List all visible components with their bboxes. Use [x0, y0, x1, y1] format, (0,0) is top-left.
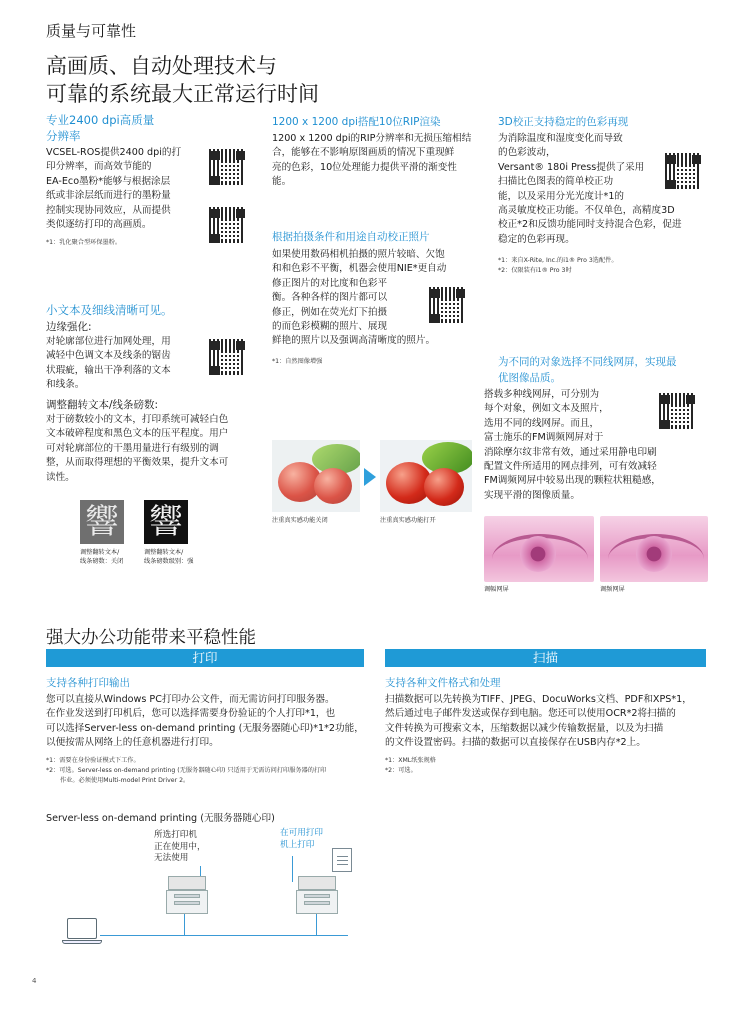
caption-am-screen: 调幅网屏	[484, 586, 509, 593]
printer-icon-busy	[162, 870, 212, 918]
photo-am-screen	[484, 516, 594, 582]
document-icon	[332, 848, 352, 872]
caption-realism-on: 注重真实感功能打开	[380, 517, 436, 524]
page-number: 4	[32, 977, 37, 985]
hero-line-2: 可靠的系统最大正常运行时间	[46, 82, 319, 106]
network-line	[100, 935, 348, 936]
hero-line-1: 高画质、自动处理技术与	[46, 54, 277, 78]
photo-realism-on	[380, 440, 472, 512]
photo-fm-screen	[600, 516, 708, 582]
iris-shape	[520, 536, 556, 572]
col3-heading-2: 为不同的对象选择不同线网屏，实现最 优图像品质。	[498, 356, 677, 384]
col1-paragraph-1: VCSEL-ROS提供2400 dpi的打 印分辨率，而高效节能的 EA-Eco墨粉*能够与根据涂层 纸或非涂层纸而进行的墨粉量 控制实现协同效应，从而提供 类似逐纺打印的高画质。	[46, 147, 182, 231]
diagram-label-free: 在可用打印 机上打印	[280, 828, 323, 850]
tomato-shape	[314, 468, 352, 504]
qr-code	[428, 286, 466, 324]
scan-bar: 扫描	[385, 649, 706, 667]
sample-char-off: 響	[80, 500, 124, 544]
col2-paragraph-2: 如果使用数码相机拍摄的照片较暗、欠饱 和和色彩不平衡，机器会使用NIE*更自动 修正图片的对比度和色彩平 衡。各种各样的图片都可以 修正，例如在荧光灯下拍摄 的而色彩模糊的照片、展现 鲜艳的照片以及强调高清晰度的照片。	[272, 249, 447, 347]
col1-subheading-weight: 调整翻转文本/线条磅数:	[46, 399, 159, 411]
caption-realism-off: 注重真实感功能关闭	[272, 517, 328, 524]
section2-title: 强大办公功能带来平稳性能	[46, 628, 256, 648]
col1-note-1: *1：乳化聚合型环保墨粉。	[46, 239, 122, 246]
diagram-title: Server-less on-demand printing (无服务器随心印)	[46, 813, 275, 824]
tomato-shape	[424, 468, 464, 506]
col1-heading-1: 专业2400 dpi高质量 分辨率	[46, 113, 155, 143]
qr-code	[208, 148, 246, 186]
scan-notes: *1：XML纸张规格 *2：可选。	[385, 757, 436, 774]
caption-fm-screen: 调频网屏	[600, 586, 625, 593]
col1-subheading-edge: 边缘强化:	[46, 321, 92, 333]
print-bar: 打印	[46, 649, 364, 667]
col1-heading-2: 小文本及细线清晰可见。	[46, 303, 173, 317]
sample-char-strong: 響	[144, 500, 188, 544]
col2-heading-2: 根据拍摄条件和用途自动校正照片	[272, 231, 430, 243]
col3-heading-1: 3D校正支持稳定的色彩再现	[498, 116, 629, 128]
qr-code	[664, 152, 702, 190]
caption-weight-strong: 调整翻转文本/ 线条磅数级别：强	[144, 549, 194, 565]
scan-paragraph: 扫描数据可以先转换为TIFF、JPEG、DocuWorks文档、PDF和XPS*1， 然后通过电子邮件发送或保存到电脑。您还可以使用OCR*2将扫描的 文件转换为可搜索文本，压缩数据以减少传输数据量，以及为扫描 的文件设置密码。扫描的数据可以直接保存在USB内存*2上。	[385, 694, 692, 749]
caption-weight-off: 调整翻转文本/ 线条磅数：关闭	[80, 549, 124, 565]
print-paragraph: 您可以直接从Windows PC打印办公文件，而无需访问打印服务器。 在作业发送到打印机后，您可以选择需要身份验证的个人打印*1，也 可以选择Server-less on-demand printing (无服务器随心印)*1*2功能， 以便按需从网络上的任意机器进行打印。	[46, 694, 364, 749]
scan-heading: 支持各种文件格式和处理	[385, 677, 501, 689]
diagram-label-busy: 所选打印机 正在使用中， 无法使用	[154, 830, 206, 863]
qr-code	[658, 392, 696, 430]
col3-paragraph-1: 为消除温度和湿度变化而导致 的色彩波动， Versant® 180i Press提供了采用 扫描比色图表的简单校正功 能，以及采用分光光度计*1的 高灵敏度校正功能。不仅单色，高精度3D 校正*2和反馈功能同时支持混合色彩，促进 稳定的色彩再现。	[498, 133, 682, 245]
print-heading: 支持各种打印输出	[46, 677, 130, 689]
arrow-right-icon	[364, 468, 376, 486]
section-label: 质量与可靠性	[46, 22, 137, 40]
col3-notes: *1：来自X-Rite, Inc.的i1® Pro 3选配件。 *2：仅限装有i1® Pro 3时	[498, 257, 618, 274]
print-notes: *1：需要在身份验证模式下工作。 *2：可选。Server-less on-demand printing (无服务器随心印) 只适用于无需访问打印服务器的打印 作业。必须使用Multi-model Print Driver 2。	[46, 757, 327, 784]
col1-paragraph-2: 对轮廓部位进行加网处理，用 减轻中色调文本及线条的锯齿 状瑕疵，输出干净利落的文本 和线条。	[46, 336, 171, 391]
col1-paragraph-3: 对于磅数较小的文本，打印系统可减轻白色 文本破碎程度和黑色文本的压平程度。用户 可对轮廓部位的干墨用量进行有级别的调 整，从而取得理想的平衡效果，提升文本可 读性。	[46, 414, 229, 483]
col2-note: *1：自然图像增强	[272, 358, 323, 365]
col3-paragraph-2: 搭载多种线网屏，可分别为 每个对象，例如文本及照片， 选用不同的线网屏。而且， 富士施乐的FM调频网屏对于 消除摩尔纹非常有效，通过采用静电印刷 配置文件所适用的网点排列，可有效减轻 FM调频网屏中较易出现的颗粒状粗糙感， 实现平滑的图像质量。	[484, 389, 661, 501]
col2-heading-1: 1200 x 1200 dpi搭配10位RIP渲染	[272, 116, 441, 128]
laptop-icon	[62, 918, 102, 948]
printer-icon-available	[292, 870, 342, 918]
col2-paragraph-1: 1200 x 1200 dpi的RIP分辨率和无损压缩相结 合，能够在不影响原图画质的情况下重现鲜 亮的色彩，10位处理能力提供平滑的渐变性 能。	[272, 133, 472, 188]
qr-code	[208, 206, 246, 244]
iris-shape	[636, 536, 672, 572]
photo-realism-off	[272, 440, 360, 512]
qr-code	[208, 338, 246, 376]
